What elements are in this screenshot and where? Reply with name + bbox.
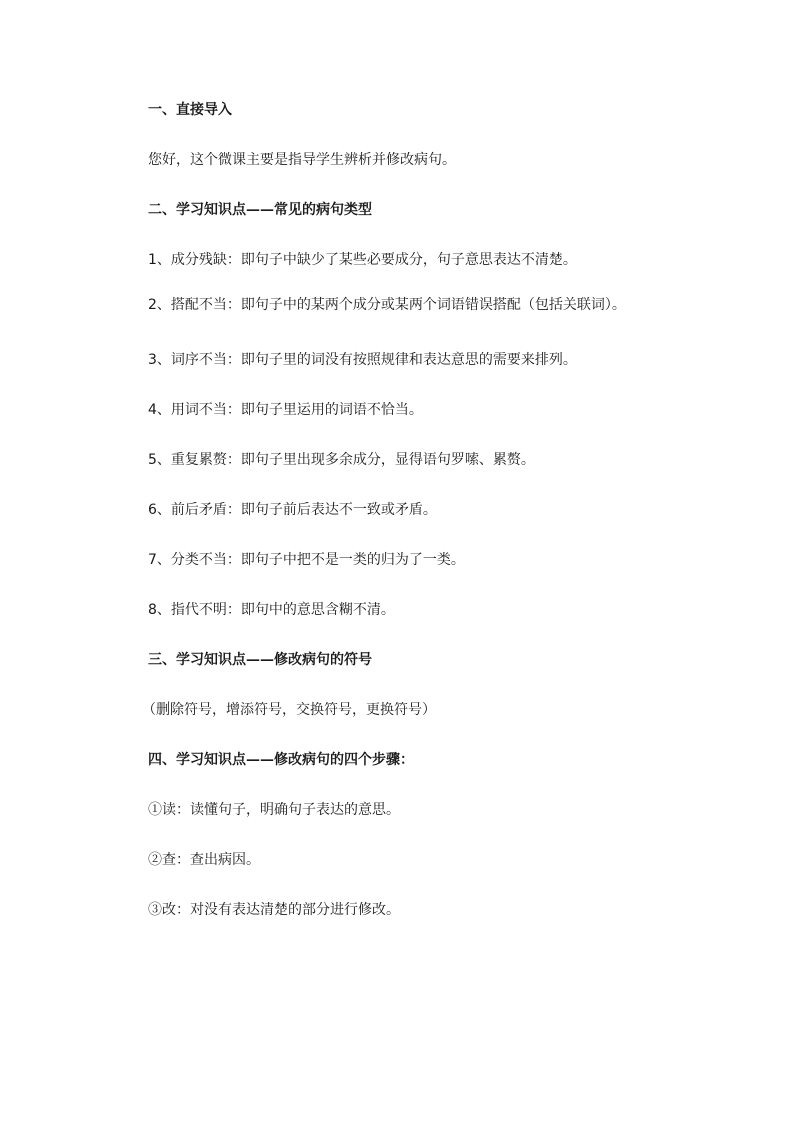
list-item-type-6: 6、前后矛盾：即句子前后表达不一致或矛盾。: [148, 502, 437, 518]
step-check: ②查：查出病因。: [148, 852, 260, 868]
step-revise: ③改：对没有表达清楚的部分进行修改。: [148, 902, 400, 918]
list-item-type-4: 4、用词不当：即句子里运用的词语不恰当。: [148, 402, 423, 418]
list-item-type-5: 5、重复累赘：即句子里出现多余成分，显得语句罗嗦、累赘。: [148, 452, 535, 468]
list-item-type-7: 7、分类不当：即句子中把不是一类的归为了一类。: [148, 552, 465, 568]
document-body: [118, 100, 678, 920]
symbols-list: （删除符号，增添符号，交换符号，更换符号）: [142, 702, 436, 718]
section-heading-symbols: 三、学习知识点——修改病句的符号: [148, 652, 372, 668]
section-heading-steps: 四、学习知识点——修改病句的四个步骤：: [148, 752, 414, 768]
section-heading-sentence-types: 二、学习知识点——常见的病句类型: [148, 202, 372, 218]
step-read: ①读：读懂句子，明确句子表达的意思。: [148, 802, 400, 818]
list-item-type-2: 2、搭配不当：即句子中的某两个成分或某两个词语错误搭配（包括关联词）。: [148, 297, 626, 313]
list-item-type-3: 3、词序不当：即句子里的词没有按照规律和表达意思的需要来排列。: [148, 352, 577, 368]
section-heading-intro: 一、直接导入: [148, 102, 232, 118]
list-item-type-1: 1、成分残缺：即句子中缺少了某些必要成分，句子意思表达不清楚。: [148, 252, 577, 268]
intro-paragraph: 您好，这个微课主要是指导学生辨析并修改病句。: [148, 152, 456, 168]
list-item-type-8: 8、指代不明：即句中的意思含糊不清。: [148, 602, 395, 618]
